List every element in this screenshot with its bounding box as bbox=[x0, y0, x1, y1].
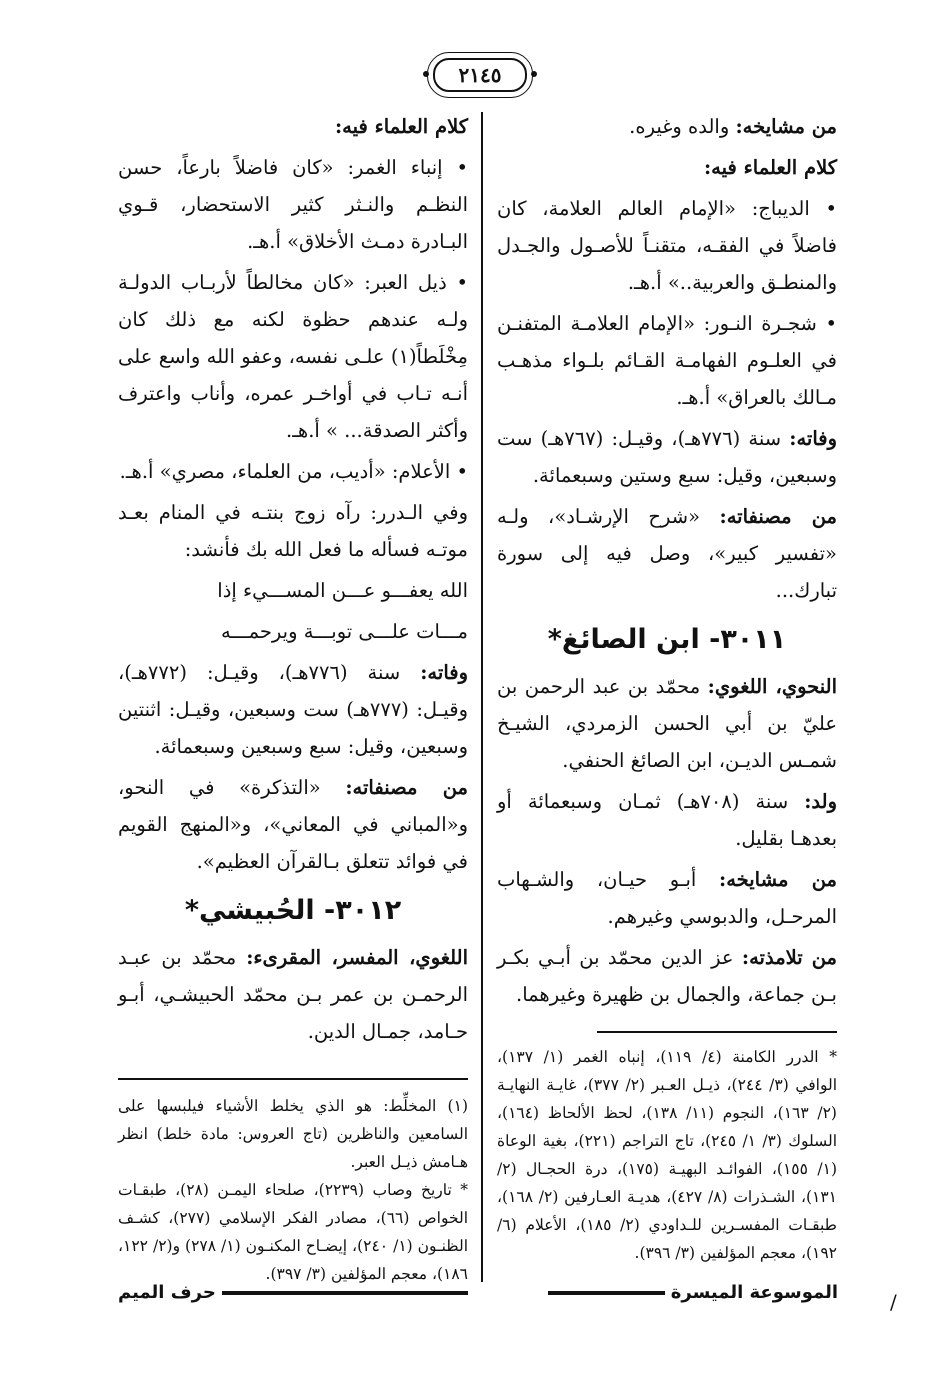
footer-line bbox=[548, 1291, 665, 1295]
works-paragraph: من مصنفاته: «التذكرة» في النحو، و«المباني في المعاني»، و«المنهج القويم في فوائد تتعلق بـالقرآن العظيم». bbox=[118, 776, 469, 873]
death-paragraph: وفاته: سنة (٧٧٦هـ)، وقيـل: (٧٦٧هـ) ست وسبعين، وقيل: سبع وستين وسبعمائة. bbox=[497, 427, 838, 487]
quote-paragraph: • شجـرة النـور: «الإمام العلامـة المتفنـن في العلـوم الفهامـة القـائم بلـواء مذهـب مـالك بالعراق» أ.هـ. bbox=[497, 312, 837, 409]
left-column bbox=[118, 108, 468, 1288]
quote-paragraph: • الديباج: «الإمام العالم العلامة، كان فاضلاً في الفقـه، متقنـاً للأصـول والجـدل والمنطـق والعربية..» أ.هـ. bbox=[497, 197, 837, 294]
paragraph: وفي الـدرر: رآه زوج بنتـه في المنام بعـد موتـه فسأله ما فعل الله بك فأنشد: bbox=[118, 501, 468, 561]
footnote: * الدرر الكامنة (٤/ ١١٩)، إنباه الغمر (١/ ١٣٧)، الوافي (٣/ ٢٤٤)، ذيـل العـبر (٢/ ٣٧٧)، غايـة النهايـة (٢/ ١٦٣)، النجوم (١١/ ١٣٨)، لحظ الألحاظ (١٦٤)، السلوك (٣/ ١/ ٢٤٥)، تاج التراجم (٢٢١)، بغية الوعاة (١/ ١٥٥)، الفوائـد البهيـة (١٧٥)، درة الحجـال (٢/ ١٣١)، الشـذرات (٨/ ٤٢٧)، هديـة العـارفين (٢/ ١٦٨)، طبقـات المفسـرين للـداودي (٢/ ١٨٥)، الأعلام (٦/ ١٩٢)، معجم المؤلفين (٣/ ٣٩٦). bbox=[497, 1048, 838, 1262]
paragraph: اللغوي، المفسر، المقرىء: محمّد بن عبـد الرحمـن بن عمر بـن محمّد الحبيشـي، أبـو حـامد، جمـال الدين. bbox=[118, 946, 468, 1043]
works-paragraph: من مصنفاته: «شرح الإرشـاد»، ولـه «تفسير كبير»، وصل فيه إلى سورة تبارك... bbox=[497, 505, 838, 602]
page-number-text: ٢١٤٥ bbox=[458, 63, 502, 87]
footnote: (١) المخلِّط: هو الذي يخلط الأشياء فيلبسها على السامعين والناظرين (تاج العروس: مادة خلط) انظر هـامش ذيـل العبر. bbox=[118, 1097, 468, 1171]
paragraph: من تلامذته: عز الدين محمّد بن أبـي بكـر بـن جماعة، والجمال بن ظهيرة وغيرهما. bbox=[497, 946, 837, 1006]
quote-paragraph: • الأعلام: «أديب، من العلماء، مصري» أ.هـ. bbox=[119, 460, 468, 483]
footnote-rule bbox=[118, 1078, 468, 1080]
paragraph: النحوي، اللغوي: محمّد بن عبد الرحمن بن عليّ بن أبي الحسن الزمردي، الشيـخ شمـس الديـن، ابن الصائغ الحنفي. bbox=[497, 675, 837, 772]
page-number bbox=[433, 58, 527, 92]
footer-right bbox=[548, 1282, 838, 1303]
quote-paragraph: • إنباء الغمر: «كان فاضلاً بارعاً، حسن النظـم والنـثر كثير الاستحضار، قـوي البـادرة دمـث الأخلاق» أ.هـ. bbox=[118, 156, 468, 253]
paragraph: ولد: سنة (٧٠٨هـ) ثمـان وسبعمائة أو بعدهـا بقليل. bbox=[497, 790, 838, 850]
poem-line: مـــات علـــى توبـــة ويرحمـــه bbox=[220, 620, 468, 643]
entry-title: ٣٠١١- ابن الصائغ* bbox=[547, 624, 787, 655]
paragraph: من مشايخه: والده وغيره. bbox=[629, 115, 837, 138]
death-paragraph: وفاته: سنة (٧٧٦هـ)، وقيـل: (٧٧٢هـ)، وقيـل: (٧٧٧هـ) ست وسبعين، وقيـل: اثنتين وسبعين، وقيل: سبع وسبعين وسبعمائة. bbox=[118, 661, 469, 758]
quote-paragraph: • ذيل العبر: «كان مخالطاً لأربـاب الدولـة ولـه عندهم حظوة لكنه مع ذلك كان مِخْلَطاً(١) علـى نفسه، وعفو الله واسع على أنـه تـاب في أواخـر عمره، وأناب واعترف وأكثر الصدقة... » أ.هـ. bbox=[118, 271, 468, 442]
right-column bbox=[497, 108, 837, 1267]
section-heading: كلام العلماء فيه: bbox=[334, 115, 468, 138]
column-divider bbox=[481, 112, 483, 1282]
margin-mark: / bbox=[890, 1290, 897, 1314]
footer-line bbox=[222, 1291, 468, 1295]
footnote-rule bbox=[597, 1031, 837, 1033]
footer-left bbox=[118, 1282, 468, 1303]
footer-chapter-title: حرف الميم bbox=[118, 1282, 216, 1303]
footnote: * تاريخ وصاب (٢٢٣٩)، صلحاء اليمـن (٢٨)، طبقـات الخواص (٦٦)، مصادر الفكر الإسلامي (٢٧٧)، كشـف الظنـون (١/ ٢٤٠)، إيضـاح المكنـون (١/ ٢٧٨) و(٢/ ١٢٢، ١٨٦)، معجم المؤلفين (٣/ ٣٩٧). bbox=[118, 1181, 469, 1283]
footer-book-title: الموسوعة الميسرة bbox=[670, 1282, 838, 1303]
page-number-ornament bbox=[427, 52, 533, 98]
poem-line: الله يعفـــو عـــن المســـيء إذا bbox=[217, 579, 468, 602]
section-heading: كلام العلماء فيه: bbox=[703, 156, 837, 179]
paragraph: من مشايخه: أبـو حيـان، والشـهاب المرحـل، والدبوسي وغيرهم. bbox=[497, 868, 837, 928]
entry-title: ٣٠١٢- الحُبيشي* bbox=[184, 895, 402, 926]
